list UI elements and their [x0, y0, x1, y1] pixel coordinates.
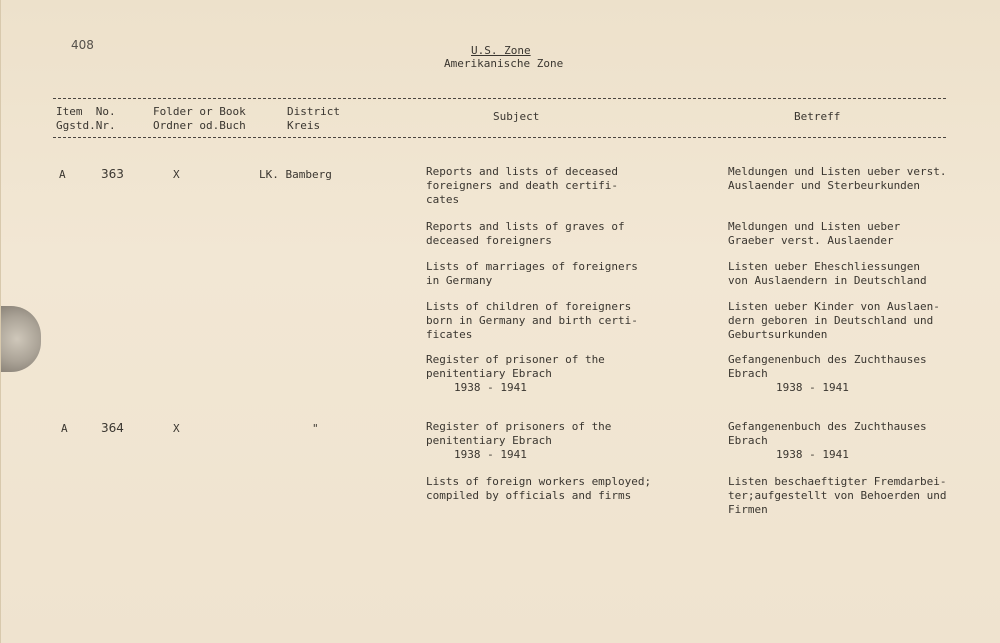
zone-title: U.S. Zone: [471, 44, 531, 57]
header-subject: Subject: [493, 110, 540, 123]
subject-de: Meldungen und Listen ueber Graeber verst. Auslaender: [728, 220, 901, 247]
entry-district: LK. Bamberg: [259, 168, 332, 181]
header-district-de: Kreis: [287, 119, 321, 132]
entry-item: A: [61, 422, 68, 435]
subject-de-block: [728, 353, 988, 395]
subject-en-years: 1938 - 1941: [454, 448, 527, 461]
header-bottom-rule: [53, 137, 946, 138]
page-number: 408: [71, 38, 94, 52]
header-folder-de: Ordner od.Buch: [153, 119, 246, 132]
header-item-no-en: Item No.: [56, 105, 116, 118]
zone-subtitle: Amerikanische Zone: [444, 57, 564, 70]
subject-de: Listen ueber Eheschliessungen von Auslaendern in Deutschland: [728, 260, 927, 287]
header-item-no-de: Ggstd.Nr.: [56, 119, 116, 132]
subject-en-block: [426, 420, 686, 462]
subject-en: Reports and lists of deceased foreigners and death certifi- cates: [426, 165, 619, 206]
header-folder-en: Folder or Book: [153, 105, 246, 118]
subject-en: Reports and lists of graves of deceased foreigners: [426, 220, 625, 247]
entry-district-ditto: ": [312, 422, 319, 435]
subject-de: Gefangenenbuch des Zuchthauses Ebrach: [728, 420, 927, 447]
entry-folder: X: [173, 168, 180, 181]
subject-en-block: [426, 353, 686, 395]
subject-de: Gefangenenbuch des Zuchthauses Ebrach: [728, 353, 927, 380]
header-top-rule: [53, 98, 946, 99]
entry-number: 363: [101, 167, 124, 181]
subject-de: Meldungen und Listen ueber verst. Auslaender und Sterbeurkunden: [728, 165, 947, 192]
subject-en: Register of prisoners of the penitentiary Ebrach: [426, 420, 612, 447]
subject-en: Register of prisoner of the penitentiary Ebrach: [426, 353, 605, 380]
subject-de-years: 1938 - 1941: [776, 381, 849, 394]
subject-de: Listen beschaeftigter Fremdarbei- ter;aufgestellt von Behoerden und Firmen: [728, 475, 947, 516]
subject-de-block: [728, 420, 988, 462]
entry-item: A: [59, 168, 66, 181]
subject-en: Lists of marriages of foreigners in Germany: [426, 260, 638, 287]
entry-folder: X: [173, 422, 180, 435]
header-district: [287, 105, 340, 133]
header-betreff: Betreff: [794, 110, 841, 123]
subject-en: Lists of children of foreigners born in Germany and birth certi- ficates: [426, 300, 638, 341]
header-folder: [153, 105, 246, 133]
entry-number: 364: [101, 421, 124, 435]
subject-en: Lists of foreign workers employed; compiled by officials and firms: [426, 475, 652, 502]
subject-de-years: 1938 - 1941: [776, 448, 849, 461]
subject-en-years: 1938 - 1941: [454, 381, 527, 394]
subject-de: Listen ueber Kinder von Auslaen- dern geboren in Deutschland und Geburtsurkunden: [728, 300, 940, 341]
header-item-no: [56, 105, 116, 133]
binder-clip: [1, 306, 41, 372]
header-district-en: District: [287, 105, 340, 118]
